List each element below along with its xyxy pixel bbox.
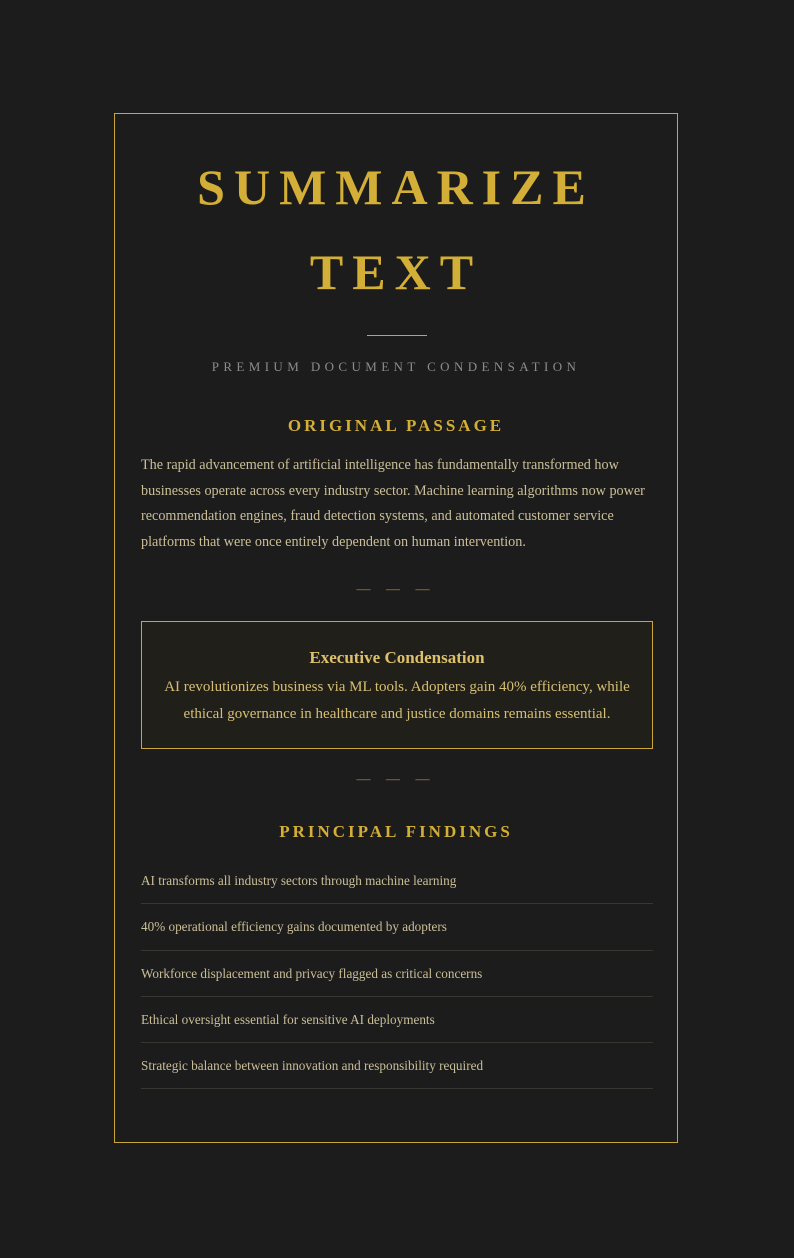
- title-divider: [367, 335, 427, 336]
- page-title-line-2: TEXT: [309, 244, 483, 300]
- section-divider-1: — — —: [356, 582, 436, 597]
- finding-item-1: AI transforms all industry sectors through machine learning: [141, 858, 653, 904]
- findings-list: [141, 858, 653, 1089]
- document-card: [114, 113, 678, 1143]
- executive-summary-box: [141, 621, 653, 749]
- finding-item-4: Ethical oversight essential for sensitive AI deployments: [141, 997, 653, 1043]
- section-divider-2: — — —: [356, 772, 436, 787]
- original-passage-heading: ORIGINAL PASSAGE: [287, 416, 505, 435]
- summary-title: Executive Condensation: [309, 648, 485, 667]
- summary-text: AI revolutionizes business via ML tools. Adopters gain 40% efficiency, while ethical governance in healthcare and justice domains remains essential.: [164, 679, 630, 722]
- original-passage-text: The rapid advancement of artificial intelligence has fundamentally transformed how businesses operate across every industry sector. Machine learning algorithms now power recommendation engines, fraud detection systems, and automated customer service platforms that were once entirely dependent on human intervention.: [141, 457, 645, 550]
- finding-item-2: 40% operational efficiency gains documented by adopters: [141, 904, 653, 950]
- page-subtitle: PREMIUM DOCUMENT CONDENSATION: [211, 359, 581, 374]
- page-title-line-1: SUMMARIZE: [197, 159, 595, 215]
- principal-findings-heading: PRINCIPAL FINDINGS: [279, 822, 513, 841]
- finding-item-5: Strategic balance between innovation and responsibility required: [141, 1043, 653, 1089]
- finding-item-3: Workforce displacement and privacy flagged as critical concerns: [141, 951, 653, 997]
